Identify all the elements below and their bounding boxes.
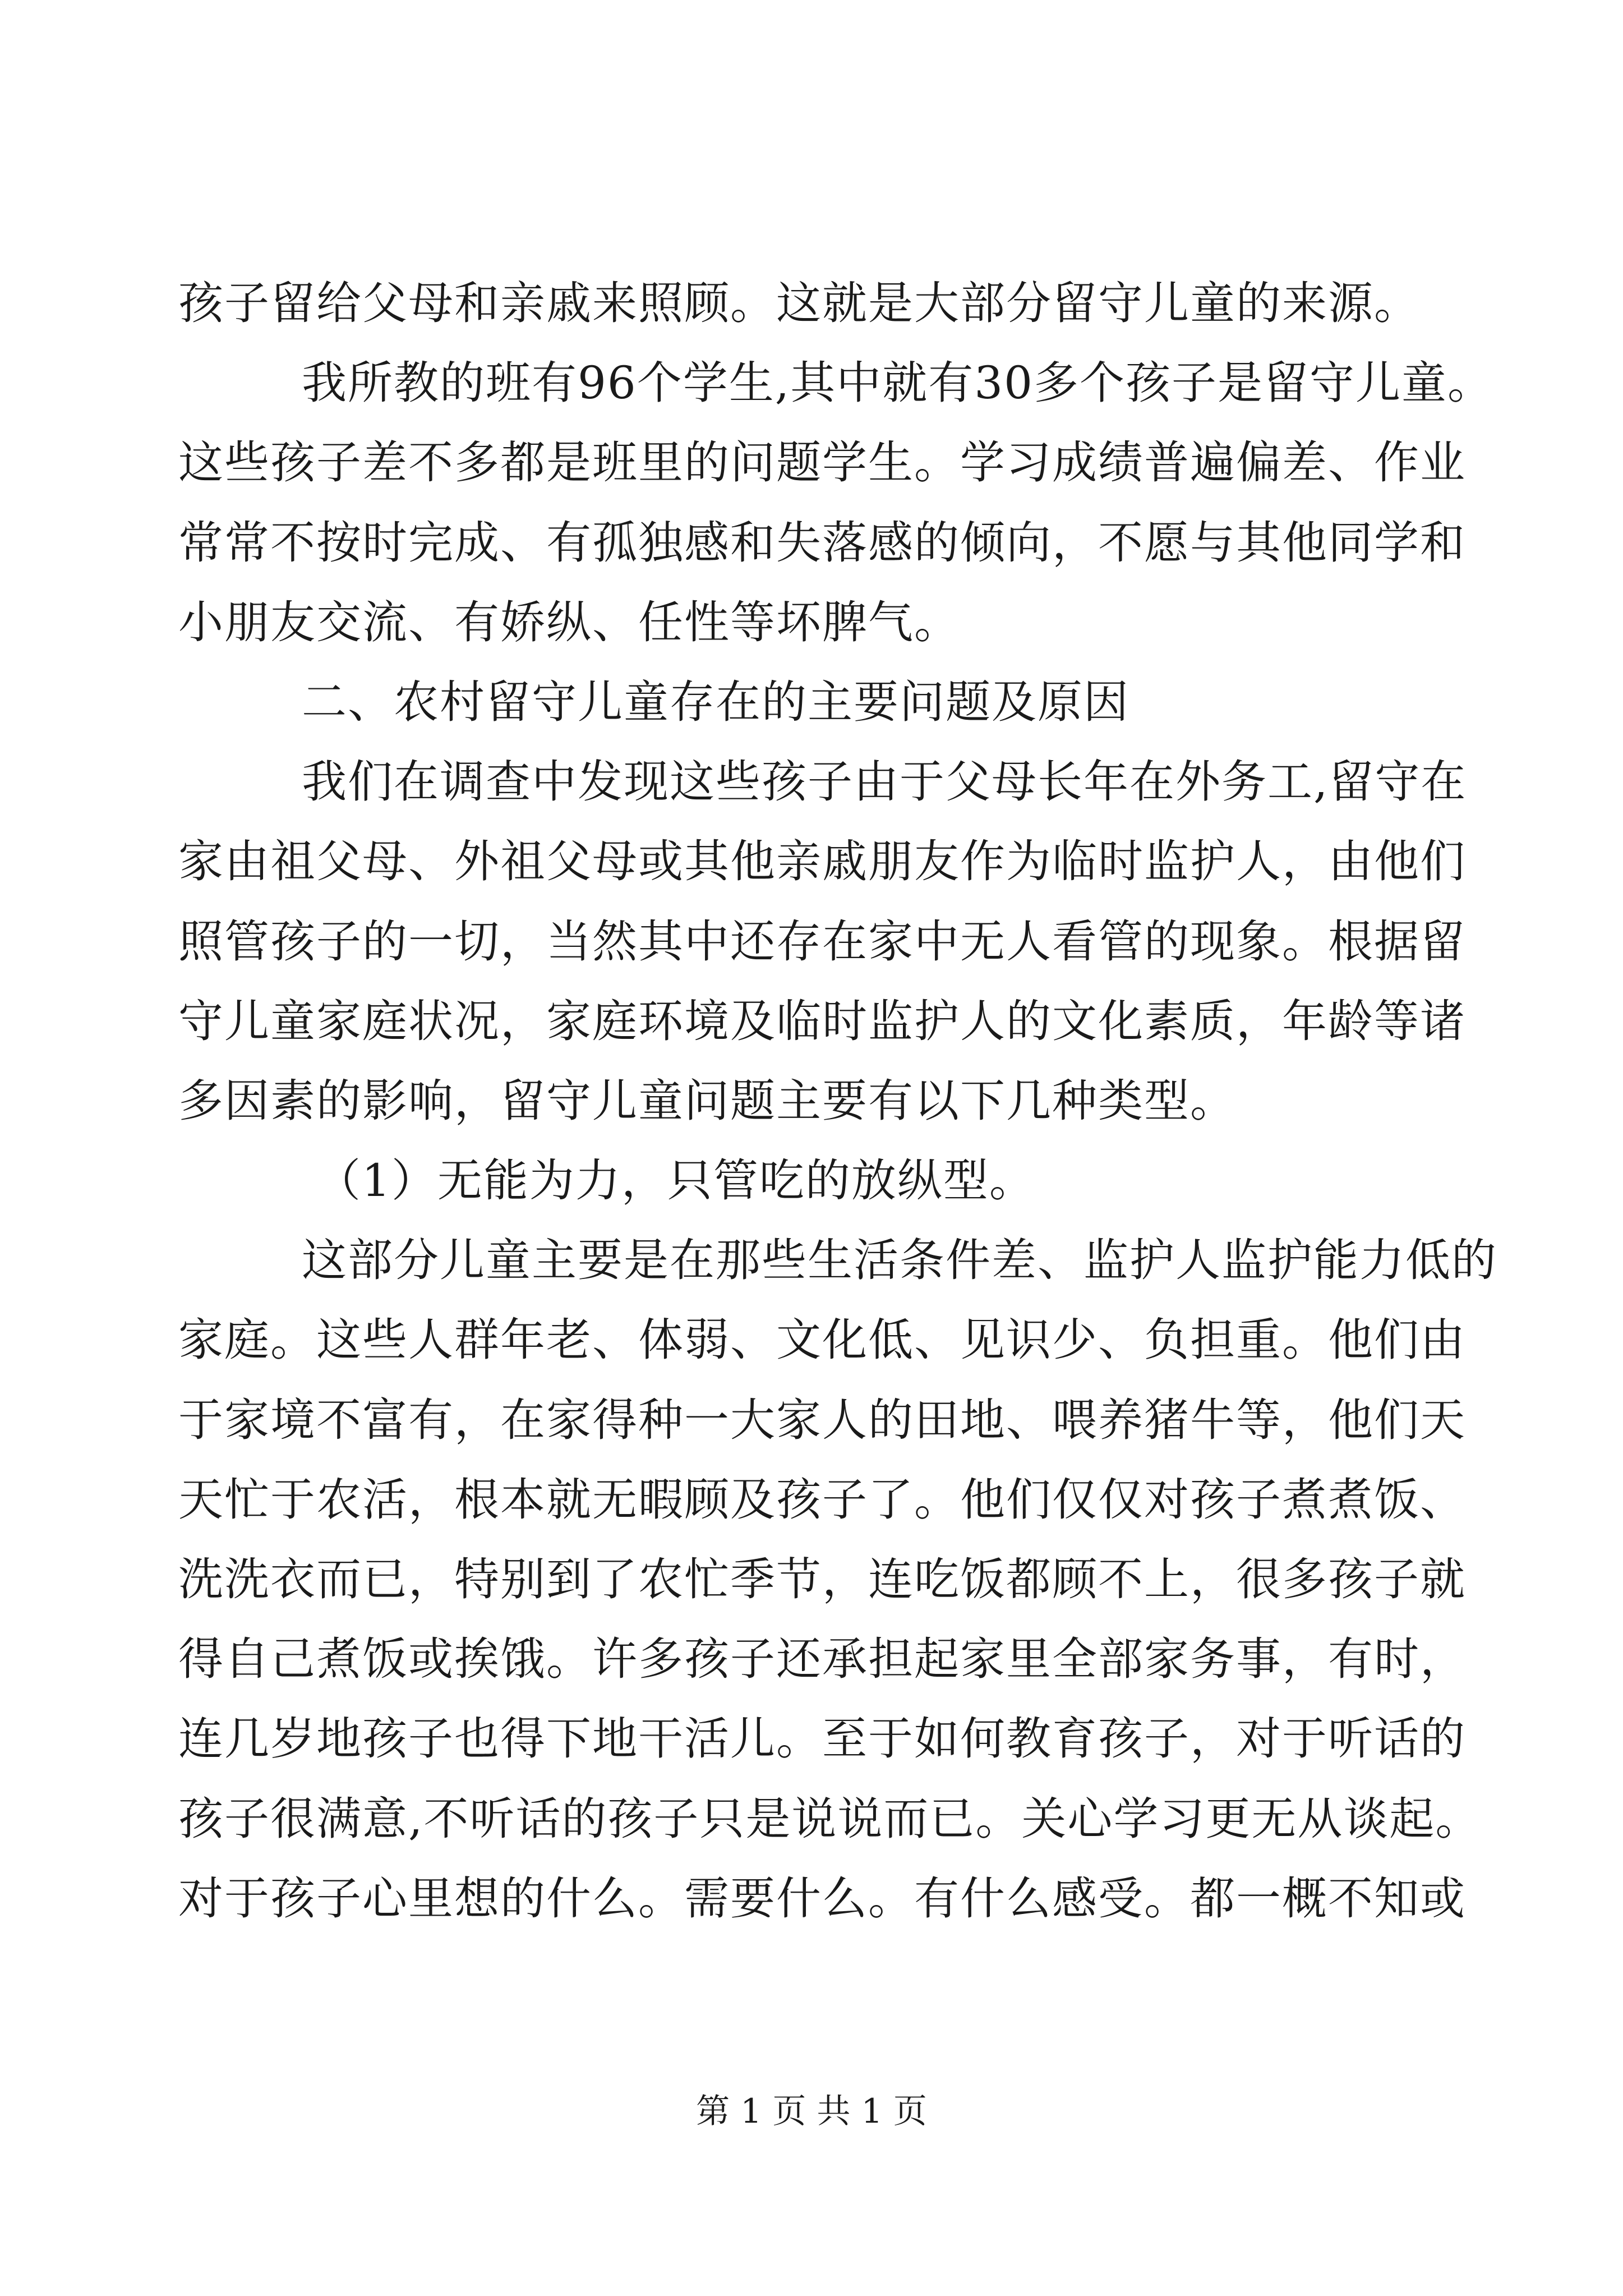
section-heading: 二、农村留守儿童存在的主要问题及原因	[302, 675, 1129, 728]
text-line: 小朋友交流、有娇纵、任性等坏脾气。	[178, 596, 960, 648]
text-line: 我们在调查中发现这些孩子由于父母长年在外务工,留守在	[302, 756, 1467, 808]
body-text	[178, 264, 1497, 1939]
page-number-footer: 第 1 页 共 1 页	[696, 2092, 927, 2131]
text-line: 我所教的班有96个学生,其中就有30多个孩子是留守儿童。	[302, 357, 1494, 409]
text-line: 孩子留给父母和亲戚来照顾。这就是大部分留守儿童的来源。	[178, 277, 1420, 329]
text-line: 守儿童家庭状况，家庭环境及临时监护人的文化素质，年龄等诸	[178, 995, 1466, 1047]
text-line: 洗洗衣而已，特别到了农忙季节，连吃饭都顾不上，很多孩子就	[178, 1553, 1466, 1605]
text-line: 家由祖父母、外祖父母或其他亲戚朋友作为临时监护人，由他们	[178, 835, 1466, 888]
text-line: 得自己煮饭或挨饿。许多孩子还承担起家里全部家务事，有时，	[178, 1633, 1466, 1686]
text-line: 对于孩子心里想的什么。需要什么。有什么感受。都一概不知或	[178, 1872, 1466, 1925]
text-line: 常常不按时完成、有孤独感和失落感的倾向，不愿与其他同学和	[178, 516, 1466, 569]
text-line: 多因素的影响，留守儿童问题主要有以下几种类型。	[178, 1074, 1236, 1127]
text-line: 于家境不富有，在家得种一大家人的田地、喂养猪牛等，他们天	[178, 1393, 1466, 1446]
text-line: 家庭。这些人群年老、体弱、文化低、见识少、负担重。他们由	[178, 1314, 1466, 1366]
text-line: 连几岁地孩子也得下地干活儿。至于如何教育孩子，对于听话的	[178, 1713, 1466, 1765]
text-line: 孩子很满意,不听话的孩子只是说说而已。关心学习更无从谈起。	[178, 1792, 1482, 1845]
text-line: 这些孩子差不多都是班里的问题学生。学习成绩普遍偏差、作业	[178, 436, 1466, 489]
text-line: 照管孩子的一切，当然其中还存在家中无人看管的现象。根据留	[178, 915, 1466, 968]
text-line: 这部分儿童主要是在那些生活条件差、监护人监护能力低的	[302, 1234, 1497, 1287]
subsection-heading: （1）无能为力，只管吃的放纵型。	[316, 1154, 1035, 1207]
text-line: 天忙于农活，根本就无暇顾及孩子了。他们仅仅对孩子煮煮饭、	[178, 1473, 1466, 1526]
